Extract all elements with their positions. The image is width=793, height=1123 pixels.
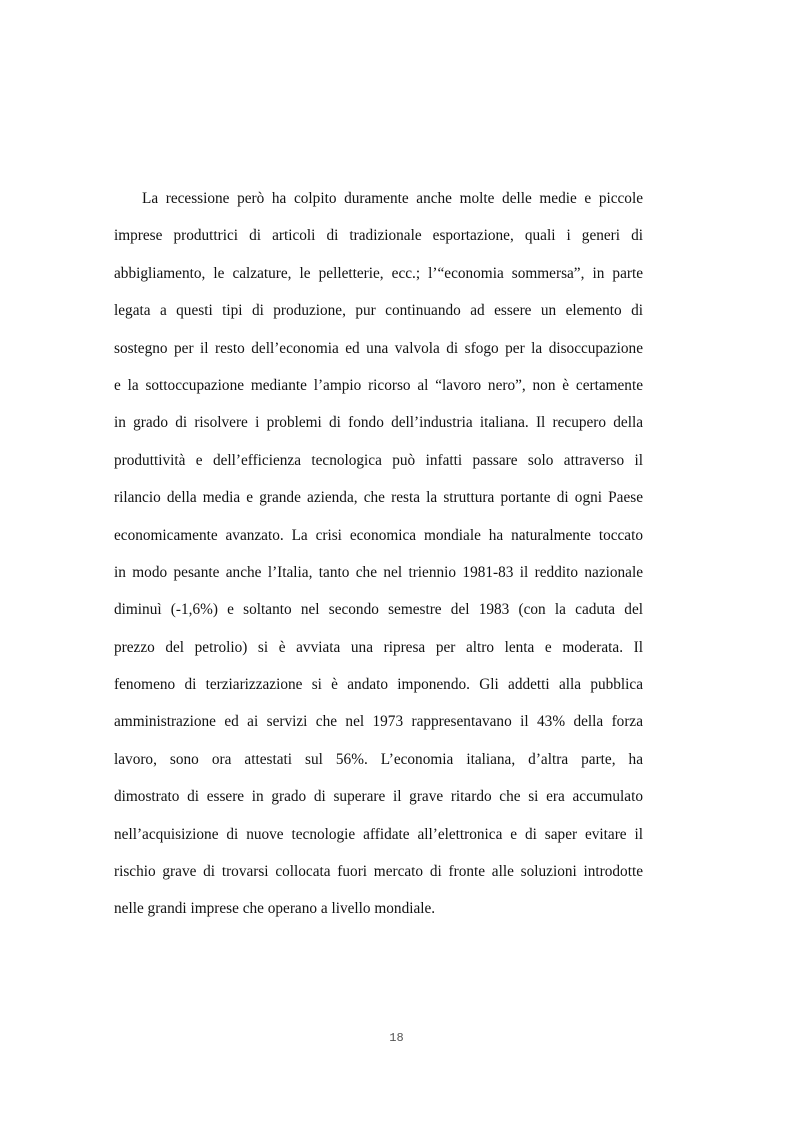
paragraph-line: e la sottoccupazione mediante l’ampio ricorso al “lavoro nero”, non è certamente (114, 376, 643, 394)
paragraph-line: prezzo del petrolio) si è avviata una ripresa per altro lenta e moderata. Il (114, 638, 643, 656)
paragraph-line: dimostrato di essere in grado di superare il grave ritardo che si era accumulato (114, 788, 643, 806)
paragraph-line: lavoro, sono ora attestati sul 56%. L’economia italiana, d’altra parte, ha (114, 750, 643, 768)
paragraph-line: nell’acquisizione di nuove tecnologie affidate all’elettronica e di saper evitare il (114, 825, 643, 843)
paragraph-line: rilancio della media e grande azienda, che resta la struttura portante di ogni Paese (114, 489, 643, 507)
paragraph-line: fenomeno di terziarizzazione si è andato imponendo. Gli addetti alla pubblica (114, 676, 643, 694)
paragraph-line: diminuì (-1,6%) e soltanto nel secondo semestre del 1983 (con la caduta del (114, 601, 643, 619)
paragraph-line: nelle grandi imprese che operano a livello mondiale. (114, 900, 436, 918)
paragraph-line: La recessione però ha colpito duramente anche molte delle medie e piccole (142, 190, 643, 207)
paragraph-line: in modo pesante anche l’Italia, tanto che nel triennio 1981-83 il reddito nazionale (114, 563, 643, 581)
paragraph-line: imprese produttrici di articoli di tradizionale esportazione, quali i generi di (114, 227, 643, 245)
paragraph-line: sostegno per il resto dell’economia ed una valvola di sfogo per la disoccupazione (114, 339, 643, 357)
paragraph-line: produttività e dell’efficienza tecnologica può infatti passare solo attraverso il (114, 451, 643, 469)
page-number: 18 (389, 1031, 404, 1045)
paragraph-line: abbigliamento, le calzature, le pelletterie, ecc.; l’“economia sommersa”, in parte (114, 264, 643, 282)
paragraph-line: in grado di risolvere i problemi di fondo dell’industria italiana. Il recupero della (114, 414, 643, 432)
paragraph-line: rischio grave di trovarsi collocata fuori mercato di fronte alle soluzioni introdotte (114, 863, 643, 881)
paragraph-line: economicamente avanzato. La crisi economica mondiale ha naturalmente toccato (114, 526, 643, 544)
paragraph-line: amministrazione ed ai servizi che nel 1973 rappresentavano il 43% della forza (114, 713, 643, 731)
paragraph-line: legata a questi tipi di produzione, pur continuando ad essere un elemento di (114, 302, 643, 320)
body-paragraph (114, 184, 643, 932)
